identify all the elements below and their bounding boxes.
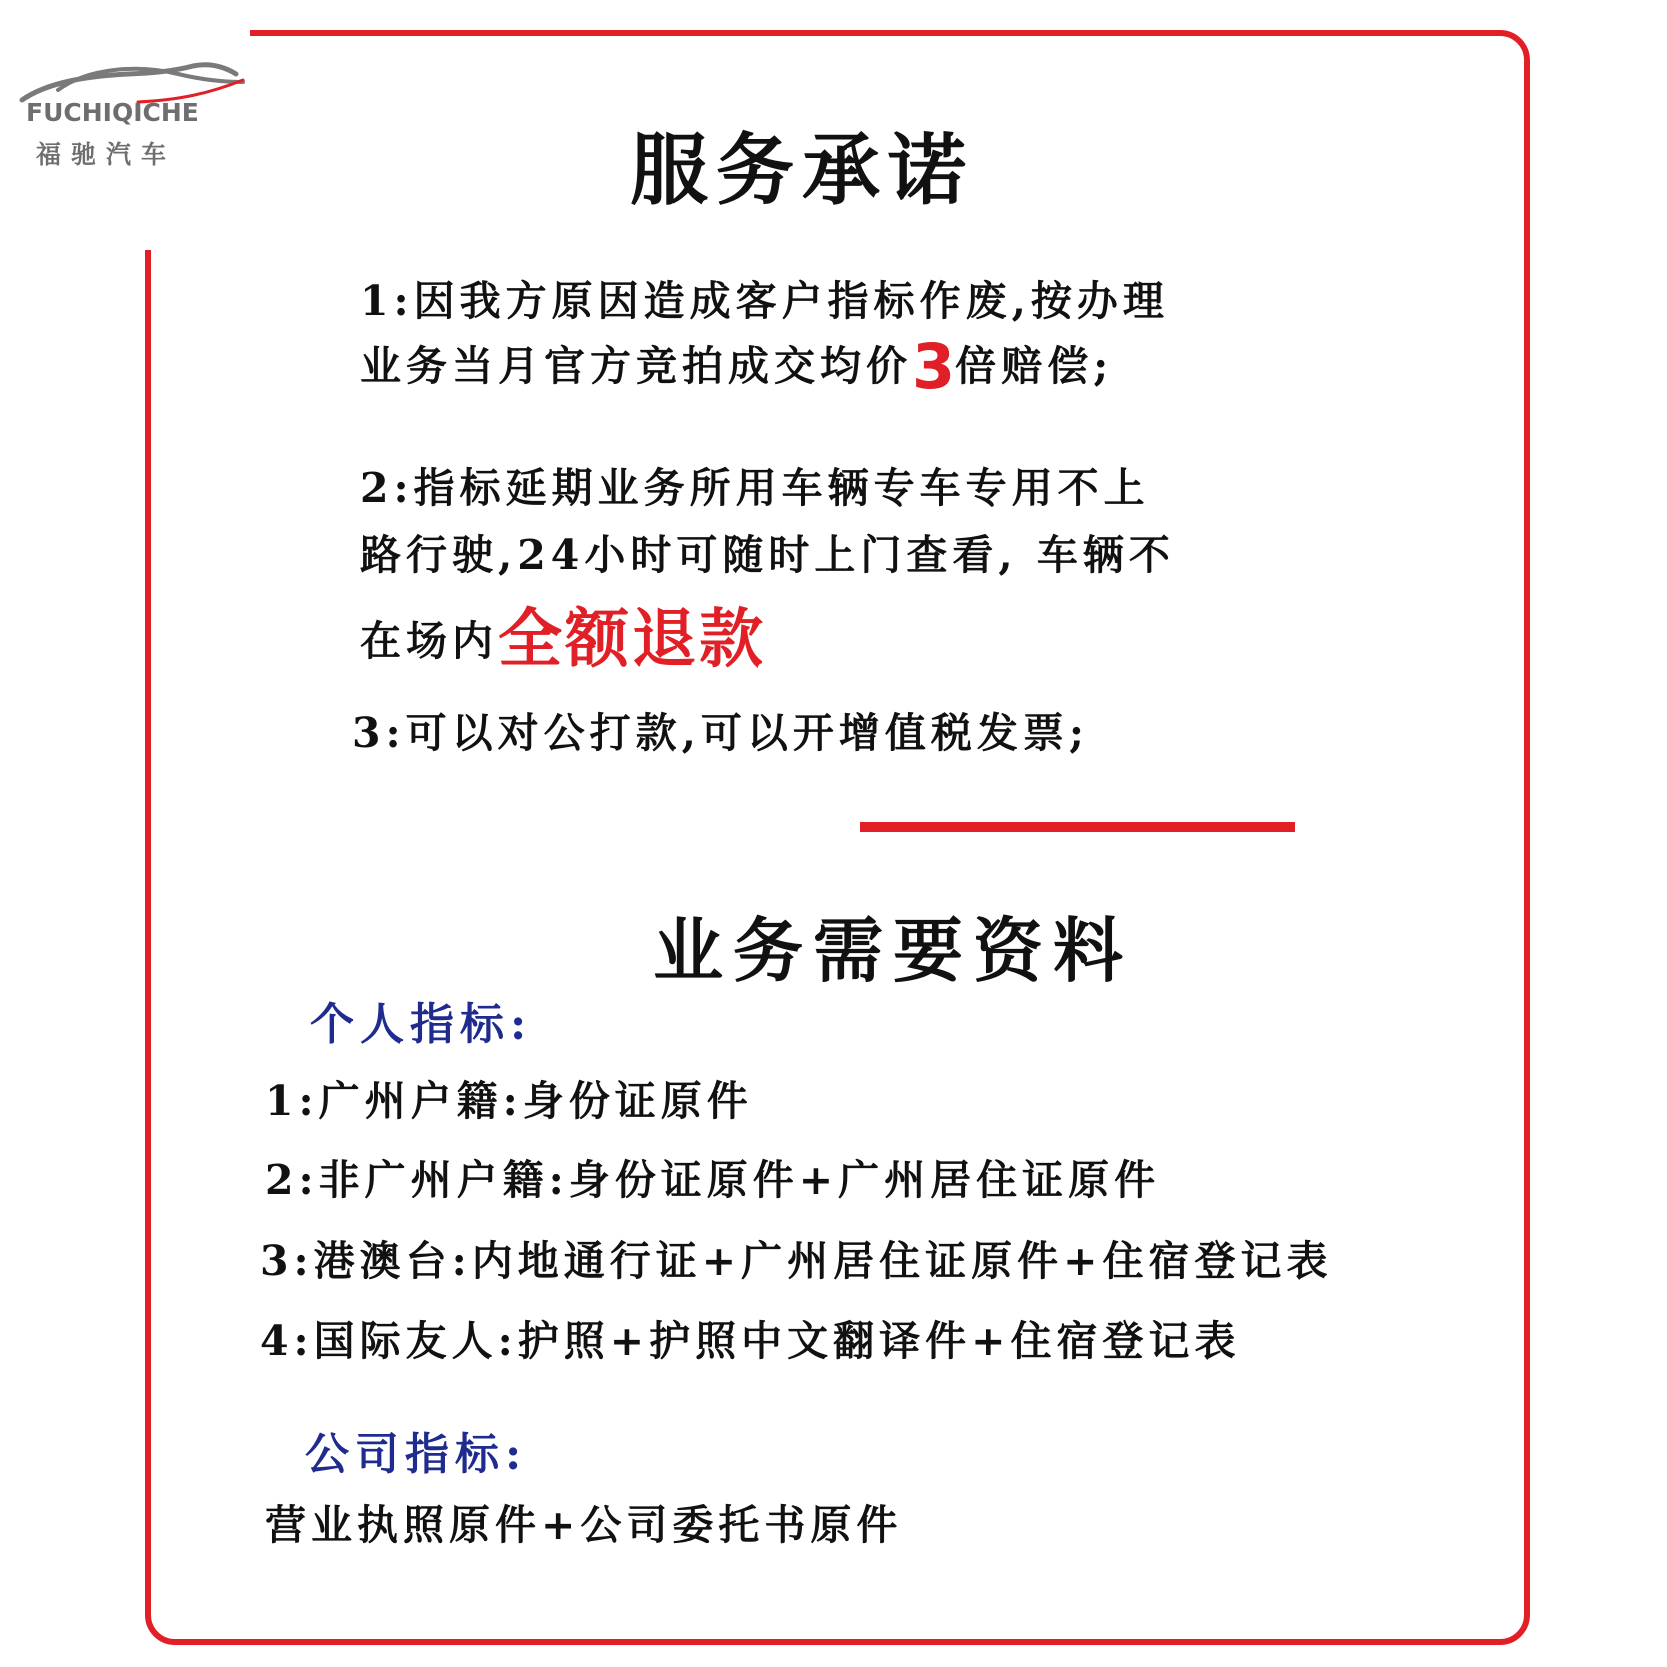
promise-item-1-line-1: 1:因我方原因造成客户指标作废,按办理 [360,277,1169,325]
promise-item-2-line-3 [360,588,766,680]
logo-brand-cn: 福驰汽车 [36,140,177,169]
personal-item-1: 1:广州户籍:身份证原件 [265,1077,753,1125]
brand-logo [18,60,248,170]
promise-item-2-line-2: 路行驶,24小时可随时上门查看, 车辆不 [360,531,1175,579]
promise-item-1-line-2 [360,330,1113,403]
service-promise-title: 服务承诺 [630,125,975,216]
personal-quota-heading: 个人指标: [310,999,533,1050]
promise-item-1-suffix: 倍赔偿; [955,342,1114,390]
promise-item-1-text: 业务当月官方竞拍成交均价 [360,342,912,390]
full-refund-highlight: 全额退款 [498,602,766,677]
promise-item-2-text: 在场内 [360,617,498,665]
promise-item-3: 3:可以对公打款,可以开增值税发票; [352,709,1090,757]
logo-brand-en: FUCHIQICHE [26,98,199,127]
compensation-multiplier: 3 [912,330,956,403]
required-materials-title: 业务需要资料 [653,909,1133,992]
personal-item-3: 3:港澳台:内地通行证+广州居住证原件+住宿登记表 [260,1237,1333,1285]
company-quota-heading: 公司指标: [305,1429,528,1480]
personal-item-4: 4:国际友人:护照+护照中文翻译件+住宿登记表 [260,1317,1241,1365]
company-item: 营业执照原件+公司委托书原件 [265,1501,903,1549]
personal-item-2: 2:非广州户籍:身份证原件+广州居住证原件 [265,1156,1161,1204]
section-divider [860,822,1295,832]
promise-item-2-line-1: 2:指标延期业务所用车辆专车专用不上 [360,464,1150,512]
